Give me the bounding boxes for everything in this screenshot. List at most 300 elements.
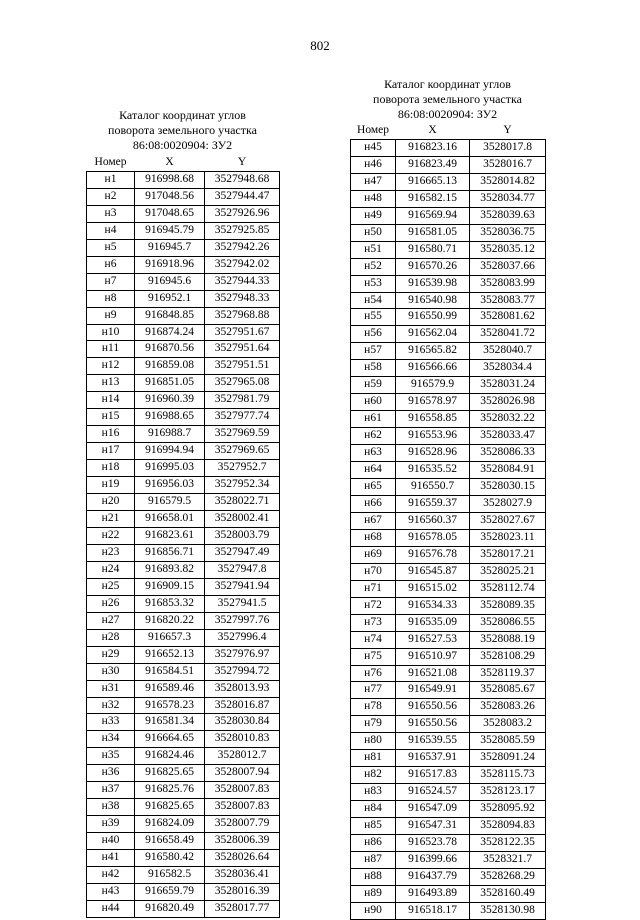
y-coordinate-cell: 3528085.67	[470, 682, 546, 699]
catalog-title	[350, 77, 545, 122]
x-coordinate-cell: 916870.56	[135, 341, 205, 358]
y-coordinate-cell: 3528084.91	[470, 462, 546, 479]
table-header-row	[351, 123, 546, 139]
x-coordinate-cell: 916518.17	[396, 902, 470, 919]
point-number-cell: н78	[351, 699, 396, 716]
table-row	[351, 343, 546, 360]
y-coordinate-cell: 3527947.49	[205, 544, 280, 561]
y-coordinate-cell: 3528025.21	[470, 563, 546, 580]
y-coordinate-cell: 3527969.65	[205, 443, 280, 460]
y-coordinate-cell: 3528023.11	[470, 529, 546, 546]
table-row	[87, 527, 280, 544]
y-coordinate-cell: 3527965.08	[205, 375, 280, 392]
x-coordinate-cell: 916562.04	[396, 326, 470, 343]
y-coordinate-cell: 3527997.76	[205, 612, 280, 629]
y-coordinate-cell: 3527926.96	[205, 205, 280, 222]
catalog-title-line: поворота земельного участка	[373, 92, 522, 106]
x-coordinate-cell: 916658.49	[135, 833, 205, 850]
x-coordinate-cell: 916537.91	[396, 750, 470, 767]
y-coordinate-cell: 3528007.83	[205, 782, 280, 799]
y-coordinate-cell: 3528007.79	[205, 816, 280, 833]
y-coordinate-cell: 3527942.26	[205, 239, 280, 256]
y-coordinate-cell: 3528014.82	[470, 173, 546, 190]
table-row	[351, 309, 546, 326]
x-coordinate-cell: 916579.5	[135, 494, 205, 511]
point-number-cell: н90	[351, 902, 396, 919]
point-number-cell: н20	[87, 494, 135, 511]
y-coordinate-cell: 3528036.75	[470, 224, 546, 241]
y-coordinate-cell: 3528086.33	[470, 445, 546, 462]
point-number-cell: н88	[351, 868, 396, 885]
y-coordinate-cell: 3527948.33	[205, 290, 280, 307]
x-coordinate-cell: 916524.57	[396, 784, 470, 801]
point-number-cell: н85	[351, 818, 396, 835]
x-coordinate-cell: 916559.37	[396, 495, 470, 512]
table-row	[351, 428, 546, 445]
table-row	[87, 256, 280, 273]
x-coordinate-cell: 916589.46	[135, 680, 205, 697]
x-coordinate-cell: 916553.96	[396, 428, 470, 445]
x-coordinate-cell: 916893.82	[135, 561, 205, 578]
x-coordinate-cell: 916859.08	[135, 358, 205, 375]
table-row	[87, 816, 280, 833]
point-number-cell: н28	[87, 629, 135, 646]
y-coordinate-cell: 3528119.37	[470, 665, 546, 682]
point-number-cell: н40	[87, 833, 135, 850]
table-row	[351, 835, 546, 852]
table-row	[351, 597, 546, 614]
table-row	[351, 750, 546, 767]
catalog-title-line: Каталог координат углов	[119, 108, 246, 122]
table-row	[351, 767, 546, 784]
x-coordinate-cell: 916918.96	[135, 256, 205, 273]
y-coordinate-cell: 3528040.7	[470, 343, 546, 360]
point-number-cell: н39	[87, 816, 135, 833]
table-row	[87, 222, 280, 239]
y-coordinate-cell: 3528081.62	[470, 309, 546, 326]
table-row	[351, 190, 546, 207]
y-coordinate-cell: 3528016.39	[205, 883, 280, 900]
y-coordinate-cell: 3528010.83	[205, 731, 280, 748]
table-row	[87, 883, 280, 900]
y-coordinate-cell: 3528027.9	[470, 495, 546, 512]
x-coordinate-cell: 916823.49	[396, 156, 470, 173]
y-coordinate-cell: 3527944.33	[205, 273, 280, 290]
point-number-cell: н37	[87, 782, 135, 799]
point-number-cell: н27	[87, 612, 135, 629]
y-coordinate-cell: 3528034.4	[470, 360, 546, 377]
y-coordinate-cell: 3528013.93	[205, 680, 280, 697]
table-row	[87, 477, 280, 494]
table-row	[351, 784, 546, 801]
table-row	[87, 460, 280, 477]
point-number-cell: н84	[351, 801, 396, 818]
point-number-cell: н16	[87, 426, 135, 443]
point-number-cell: н2	[87, 188, 135, 205]
x-coordinate-cell: 916664.65	[135, 731, 205, 748]
table-row	[351, 665, 546, 682]
catalog-title	[86, 108, 279, 153]
table-row	[351, 224, 546, 241]
x-coordinate-cell: 916570.26	[396, 258, 470, 275]
y-coordinate-cell: 3528095.92	[470, 801, 546, 818]
table-row	[351, 699, 546, 716]
table-row	[351, 648, 546, 665]
header-x: X	[428, 124, 437, 136]
y-coordinate-cell: 3527996.4	[205, 629, 280, 646]
y-coordinate-cell: 3528083.99	[470, 275, 546, 292]
page-number: 802	[310, 38, 330, 53]
table-row	[87, 409, 280, 426]
table-row	[351, 868, 546, 885]
y-coordinate-cell: 3528034.77	[470, 190, 546, 207]
x-coordinate-cell: 916988.65	[135, 409, 205, 426]
y-coordinate-cell: 3527994.72	[205, 663, 280, 680]
point-number-cell: н67	[351, 512, 396, 529]
table-row	[351, 156, 546, 173]
x-coordinate-cell: 916945.79	[135, 222, 205, 239]
x-coordinate-cell: 916824.46	[135, 748, 205, 765]
table-row	[351, 326, 546, 343]
point-number-cell: н34	[87, 731, 135, 748]
y-coordinate-cell: 3527981.79	[205, 392, 280, 409]
table-row	[87, 833, 280, 850]
y-coordinate-cell: 3528012.7	[205, 748, 280, 765]
x-coordinate-cell: 916576.78	[396, 546, 470, 563]
y-coordinate-cell: 3528033.47	[470, 428, 546, 445]
x-coordinate-cell: 916851.05	[135, 375, 205, 392]
y-coordinate-cell: 3528085.59	[470, 733, 546, 750]
table-row	[87, 205, 280, 222]
y-coordinate-cell: 3528003.79	[205, 527, 280, 544]
y-coordinate-cell: 3528268.29	[470, 868, 546, 885]
x-coordinate-cell: 916580.71	[396, 241, 470, 258]
y-coordinate-cell: 3528016.7	[470, 156, 546, 173]
table-row	[351, 529, 546, 546]
x-coordinate-cell: 916956.03	[135, 477, 205, 494]
y-coordinate-cell: 3528091.24	[470, 750, 546, 767]
table-row	[351, 716, 546, 733]
table-row	[87, 290, 280, 307]
table-row	[351, 851, 546, 868]
table-row	[87, 544, 280, 561]
point-number-cell: н47	[351, 173, 396, 190]
y-coordinate-cell: 3528108.29	[470, 648, 546, 665]
table-row	[87, 765, 280, 782]
point-number-cell: н19	[87, 477, 135, 494]
point-number-cell: н26	[87, 595, 135, 612]
point-number-cell: н35	[87, 748, 135, 765]
x-coordinate-cell: 916581.05	[396, 224, 470, 241]
point-number-cell: н23	[87, 544, 135, 561]
point-number-cell: н8	[87, 290, 135, 307]
point-number-cell: н4	[87, 222, 135, 239]
x-coordinate-cell: 916652.13	[135, 646, 205, 663]
point-number-cell: н70	[351, 563, 396, 580]
y-coordinate-cell: 3528036.41	[205, 867, 280, 884]
table-body	[351, 139, 546, 919]
point-number-cell: н53	[351, 275, 396, 292]
point-number-cell: н25	[87, 578, 135, 595]
y-coordinate-cell: 3528083.26	[470, 699, 546, 716]
point-number-cell: н22	[87, 527, 135, 544]
x-coordinate-cell: 916550.56	[396, 716, 470, 733]
x-coordinate-cell: 916848.85	[135, 307, 205, 324]
x-coordinate-cell: 916539.98	[396, 275, 470, 292]
table-row	[87, 697, 280, 714]
table-row	[351, 207, 546, 224]
y-coordinate-cell: 3528007.94	[205, 765, 280, 782]
point-number-cell: н51	[351, 241, 396, 258]
x-coordinate-cell: 916820.49	[135, 900, 205, 917]
x-coordinate-cell: 916825.65	[135, 799, 205, 816]
y-coordinate-cell: 3528017.21	[470, 546, 546, 563]
table-row	[87, 392, 280, 409]
point-number-cell: н14	[87, 392, 135, 409]
y-coordinate-cell: 3527977.74	[205, 409, 280, 426]
point-number-cell: н63	[351, 445, 396, 462]
y-coordinate-cell: 3528006.39	[205, 833, 280, 850]
point-number-cell: н9	[87, 307, 135, 324]
y-coordinate-cell: 3527968.88	[205, 307, 280, 324]
point-number-cell: н29	[87, 646, 135, 663]
header-number: Номер	[94, 156, 127, 168]
y-coordinate-cell: 3527976.97	[205, 646, 280, 663]
point-number-cell: н58	[351, 360, 396, 377]
point-number-cell: н74	[351, 631, 396, 648]
table-row	[87, 426, 280, 443]
x-coordinate-cell: 916820.22	[135, 612, 205, 629]
catalog-title-line: 86:08:0020904: ЗУ2	[132, 138, 233, 152]
y-coordinate-cell: 3527941.5	[205, 595, 280, 612]
table-row	[351, 411, 546, 428]
table-row	[351, 512, 546, 529]
x-coordinate-cell: 917048.56	[135, 188, 205, 205]
point-number-cell: н5	[87, 239, 135, 256]
point-number-cell: н30	[87, 663, 135, 680]
point-number-cell: н87	[351, 851, 396, 868]
x-coordinate-cell: 916578.23	[135, 697, 205, 714]
y-coordinate-cell: 3528094.83	[470, 818, 546, 835]
point-number-cell: н46	[351, 156, 396, 173]
x-coordinate-cell: 916874.24	[135, 324, 205, 341]
table-row	[351, 173, 546, 190]
point-number-cell: н44	[87, 900, 135, 917]
table-row	[87, 900, 280, 917]
x-coordinate-cell: 916534.33	[396, 597, 470, 614]
x-coordinate-cell: 916437.79	[396, 868, 470, 885]
point-number-cell: н54	[351, 292, 396, 309]
y-coordinate-cell: 3527952.7	[205, 460, 280, 477]
x-coordinate-cell: 916510.97	[396, 648, 470, 665]
x-coordinate-cell: 916535.09	[396, 614, 470, 631]
table-row	[87, 188, 280, 205]
x-coordinate-cell: 916578.05	[396, 529, 470, 546]
table-row	[87, 629, 280, 646]
point-number-cell: н36	[87, 765, 135, 782]
point-number-cell: н11	[87, 341, 135, 358]
point-number-cell: н12	[87, 358, 135, 375]
table-row	[87, 850, 280, 867]
y-coordinate-cell: 3528089.35	[470, 597, 546, 614]
x-coordinate-cell: 916665.13	[396, 173, 470, 190]
x-coordinate-cell: 916994.94	[135, 443, 205, 460]
table-row	[351, 275, 546, 292]
point-number-cell: н72	[351, 597, 396, 614]
point-number-cell: н1	[87, 171, 135, 188]
catalog-title-line: Каталог координат углов	[384, 77, 511, 91]
x-coordinate-cell: 916658.01	[135, 511, 205, 528]
x-coordinate-cell: 916945.6	[135, 273, 205, 290]
y-coordinate-cell: 3528083.77	[470, 292, 546, 309]
y-coordinate-cell: 3528030.84	[205, 714, 280, 731]
y-coordinate-cell: 3527948.68	[205, 171, 280, 188]
y-coordinate-cell: 3527951.64	[205, 341, 280, 358]
x-coordinate-cell: 916853.32	[135, 595, 205, 612]
table-row	[87, 748, 280, 765]
point-number-cell: н69	[351, 546, 396, 563]
x-coordinate-cell: 916515.02	[396, 580, 470, 597]
point-number-cell: н10	[87, 324, 135, 341]
x-coordinate-cell: 916945.7	[135, 239, 205, 256]
point-number-cell: н57	[351, 343, 396, 360]
table-row	[351, 631, 546, 648]
y-coordinate-cell: 3527951.51	[205, 358, 280, 375]
table-row	[87, 239, 280, 256]
table-row	[87, 714, 280, 731]
point-number-cell: н38	[87, 799, 135, 816]
x-coordinate-cell: 916995.03	[135, 460, 205, 477]
y-coordinate-cell: 3527925.85	[205, 222, 280, 239]
point-number-cell: н76	[351, 665, 396, 682]
y-coordinate-cell: 3527952.34	[205, 477, 280, 494]
x-coordinate-cell: 916659.79	[135, 883, 205, 900]
point-number-cell: н43	[87, 883, 135, 900]
point-number-cell: н31	[87, 680, 135, 697]
table-row	[351, 394, 546, 411]
point-number-cell: н41	[87, 850, 135, 867]
catalog-title-line: поворота земельного участка	[108, 123, 257, 137]
point-number-cell: н49	[351, 207, 396, 224]
x-coordinate-cell: 916539.55	[396, 733, 470, 750]
point-number-cell: н71	[351, 580, 396, 597]
point-number-cell: н3	[87, 205, 135, 222]
point-number-cell: н13	[87, 375, 135, 392]
x-coordinate-cell: 916580.42	[135, 850, 205, 867]
table-row	[351, 885, 546, 902]
point-number-cell: н55	[351, 309, 396, 326]
point-number-cell: н75	[351, 648, 396, 665]
point-number-cell: н42	[87, 867, 135, 884]
table-row	[87, 171, 280, 188]
point-number-cell: н15	[87, 409, 135, 426]
x-coordinate-cell: 916535.52	[396, 462, 470, 479]
y-coordinate-cell: 3528002.41	[205, 511, 280, 528]
x-coordinate-cell: 916998.68	[135, 171, 205, 188]
table-row	[351, 462, 546, 479]
x-coordinate-cell: 916988.7	[135, 426, 205, 443]
x-coordinate-cell: 916560.37	[396, 512, 470, 529]
point-number-cell: н64	[351, 462, 396, 479]
coordinates-table	[86, 155, 280, 918]
y-coordinate-cell: 3528088.19	[470, 631, 546, 648]
point-number-cell: н68	[351, 529, 396, 546]
table-row	[351, 682, 546, 699]
y-coordinate-cell: 3528122.35	[470, 835, 546, 852]
x-coordinate-cell: 916578.97	[396, 394, 470, 411]
point-number-cell: н24	[87, 561, 135, 578]
header-y: Y	[503, 124, 512, 136]
point-number-cell: н56	[351, 326, 396, 343]
y-coordinate-cell: 3528123.17	[470, 784, 546, 801]
point-number-cell: н7	[87, 273, 135, 290]
y-coordinate-cell: 3528086.55	[470, 614, 546, 631]
table-row	[87, 358, 280, 375]
point-number-cell: н6	[87, 256, 135, 273]
y-coordinate-cell: 3528026.64	[205, 850, 280, 867]
x-coordinate-cell: 916521.08	[396, 665, 470, 682]
table-header-row	[87, 155, 280, 171]
point-number-cell: н83	[351, 784, 396, 801]
point-number-cell: н77	[351, 682, 396, 699]
x-coordinate-cell: 916584.51	[135, 663, 205, 680]
table-row	[87, 612, 280, 629]
point-number-cell: н33	[87, 714, 135, 731]
y-coordinate-cell: 3528035.12	[470, 241, 546, 258]
y-coordinate-cell: 3528130.98	[470, 902, 546, 919]
x-coordinate-cell: 916550.7	[396, 479, 470, 496]
y-coordinate-cell: 3527951.67	[205, 324, 280, 341]
y-coordinate-cell: 3528041.72	[470, 326, 546, 343]
x-coordinate-cell: 916582.5	[135, 867, 205, 884]
table-row	[87, 731, 280, 748]
y-coordinate-cell: 3528032.22	[470, 411, 546, 428]
table-body	[87, 171, 280, 917]
table-row	[351, 377, 546, 394]
point-number-cell: н21	[87, 511, 135, 528]
point-number-cell: н65	[351, 479, 396, 496]
table-row	[87, 341, 280, 358]
x-coordinate-cell: 916825.76	[135, 782, 205, 799]
table-row	[351, 445, 546, 462]
point-number-cell: н60	[351, 394, 396, 411]
point-number-cell: н66	[351, 495, 396, 512]
x-coordinate-cell: 916825.65	[135, 765, 205, 782]
y-coordinate-cell: 3527969.59	[205, 426, 280, 443]
x-coordinate-cell: 916909.15	[135, 578, 205, 595]
coordinate-catalog-right	[350, 77, 545, 920]
table-row	[351, 292, 546, 309]
x-coordinate-cell: 916550.56	[396, 699, 470, 716]
x-coordinate-cell: 916960.39	[135, 392, 205, 409]
y-coordinate-cell: 3528037.66	[470, 258, 546, 275]
x-coordinate-cell: 916545.87	[396, 563, 470, 580]
table-row	[351, 614, 546, 631]
x-coordinate-cell: 916856.71	[135, 544, 205, 561]
x-coordinate-cell: 916523.78	[396, 835, 470, 852]
point-number-cell: н48	[351, 190, 396, 207]
point-number-cell: н80	[351, 733, 396, 750]
x-coordinate-cell: 916565.82	[396, 343, 470, 360]
point-number-cell: н86	[351, 835, 396, 852]
point-number-cell: н62	[351, 428, 396, 445]
x-coordinate-cell: 916550.99	[396, 309, 470, 326]
y-coordinate-cell: 3528321.7	[470, 851, 546, 868]
table-row	[87, 595, 280, 612]
point-number-cell: н81	[351, 750, 396, 767]
y-coordinate-cell: 3527941.94	[205, 578, 280, 595]
point-number-cell: н82	[351, 767, 396, 784]
